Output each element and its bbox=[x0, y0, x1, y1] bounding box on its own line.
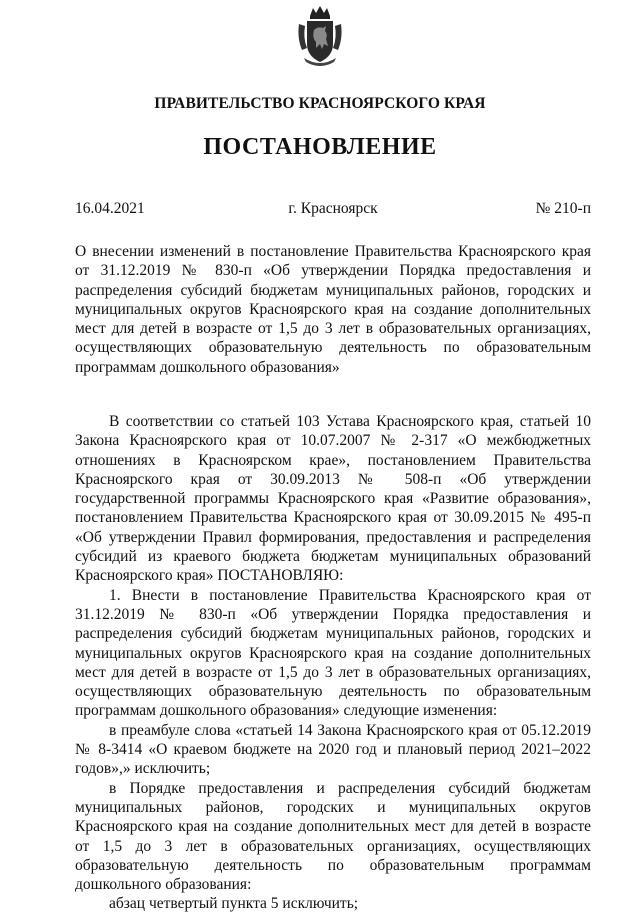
document-subject: О внесении изменений в постановление Правительства Красноярского края от 31.12.2019 № 830-п «Об утверждении Порядка предоставления и распределения субсидий бюджетам муниципальных районов, городских и муниципальных округов Красноярского края на создание дополнительных мест для детей в возрасте от 1,5 до 3 лет в образовательных организациях, осуществляющих образовательную деятельность по образовательным программам дошкольного образования» bbox=[75, 243, 591, 376]
document-body bbox=[75, 412, 591, 914]
body-paragraph: 1. Внести в постановление Правительства Красноярского края от 31.12.2019 № 830-п «Об утверждении Порядка предоставления и распределения субсидий бюджетам муниципальных районов, городских и муниципальных округов Красноярского края на создание дополнительных мест для детей в возрасте от 1,5 до 3 лет в образовательных организациях, осуществляющих образовательную деятельность по образовательным программам дошкольного образования» следующие изменения: bbox=[75, 586, 591, 720]
document-city: г. Красноярск bbox=[288, 200, 378, 217]
document-number: № 210-п bbox=[535, 200, 591, 217]
coat-of-arms-emblem-icon bbox=[296, 4, 344, 68]
government-title: ПРАВИТЕЛЬСТВО КРАСНОЯРСКОГО КРАЯ bbox=[154, 95, 486, 112]
document-type-title: ПОСТАНОВЛЕНИЕ bbox=[203, 134, 437, 160]
body-paragraph: в Порядке предоставления и распределения субсидий бюджетам муниципальных районов, городских и муниципальных округов Красноярского края на создание дополнительных мест для детей в возрасте от 1,5 до 3 лет в образовательных организациях, осуществляющих образовательную деятельность по образовательным программам дошкольного образования: bbox=[75, 779, 591, 894]
document-date: 16.04.2021 bbox=[75, 200, 145, 217]
body-paragraph: в преамбуле слова «статьей 14 Закона Красноярского края от 05.12.2019 № 8-3414 «О краевом бюджете на 2020 год и плановый период 2021–2022 годов»,» исключить; bbox=[75, 721, 591, 778]
document-meta-row bbox=[75, 200, 591, 220]
body-paragraph: абзац четвертый пункта 5 исключить; bbox=[109, 895, 359, 913]
body-paragraph: В соответствии со статьей 103 Устава Красноярского края, статьей 10 Закона Красноярского края от 10.07.2007 № 2-317 «О межбюджетных отношениях в Красноярском крае», постановлением Правительства Красноярского края от 30.09.2013 № 508-п «Об утверждении государственной программы Красноярского края «Развитие образования», постановлением Правительства Красноярского края от 30.09.2015 № 495-п «Об утверждении Правил формирования, предоставления и распределения субсидий из краевого бюджета бюджетам муниципальных образований Красноярского края» ПОСТАНОВЛЯЮ: bbox=[75, 413, 591, 585]
